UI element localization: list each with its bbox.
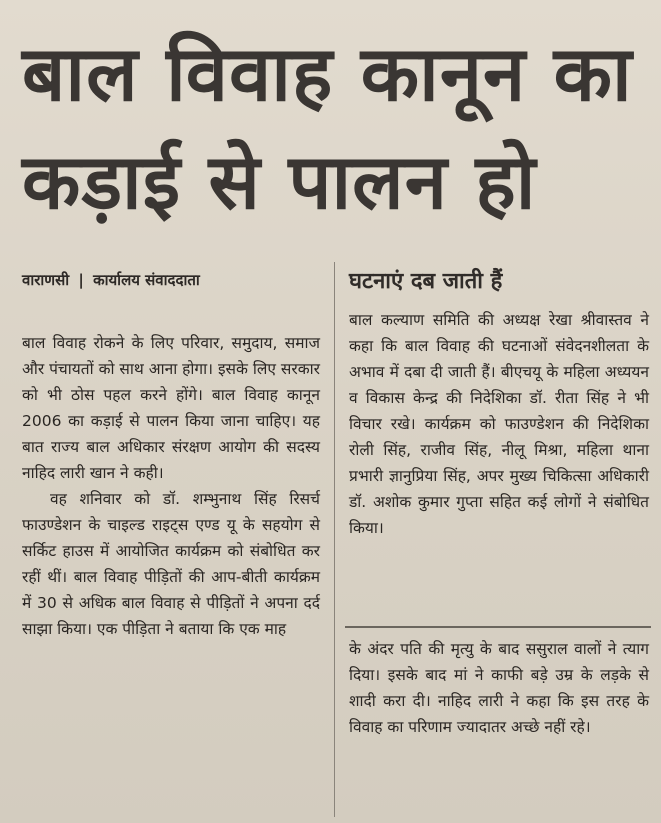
- right-column-top: [349, 307, 649, 541]
- subheading: घटनाएं दब जाती हैं: [349, 269, 503, 294]
- left-column: [22, 330, 320, 642]
- right-paragraph-2: के अंदर पति की मृत्यु के बाद ससुराल वालों ने त्याग दिया। इसके बाद मां ने काफी बड़े उम्र के लड़के से शादी करा दी। नाहिद लारी ने कहा कि इस तरह के विवाह का परिणाम ज्यादातर अच्छे नहीं रहे।: [349, 640, 649, 736]
- headline: [22, 20, 652, 236]
- right-paragraph-1: बाल कल्याण समिति की अध्यक्ष रेखा श्रीवास्तव ने कहा कि बाल विवाह की घटनाओं संवेदनशीलता के अभाव में दबा दी जाती हैं। बीएचयू के महिला अध्ययन व विकास केन्द्र की निदेशिका डॉ. रीता सिंह ने भी विचार रखे। कार्यक्रम को फाउण्डेशन की निदेशिका रोली सिंह, राजीव सिंह, नीलू मिश्रा, महिला थाना प्रभारी ज्ञानुप्रिया सिंह, अपर मुख्य चिकित्सा अधिकारी डॉ. अशोक कुमार गुप्ता सहित कई लोगों ने संबोधित किया।: [349, 311, 649, 537]
- left-paragraph-2: वह शनिवार को डॉ. शम्भुनाथ सिंह रिसर्च फाउण्डेशन के चाइल्ड राइट्स एण्ड यू के सहयोग से सर्किट हाउस में आयोजित कार्यक्रम को संबोधित कर रहीं थीं। बाल विवाह पीड़ितों की आप-बीती कार्यक्रम में 30 से अधिक बाल विवाह से पीड़ितों ने अपना दर्द साझा किया। एक पीड़िता ने बताया कि एक माह: [22, 490, 320, 638]
- dateline: [22, 270, 200, 290]
- dateline-separator: |: [78, 271, 84, 289]
- headline-line-1: बाल विवाह कानून का: [22, 29, 633, 118]
- dateline-place: वाराणसी: [22, 271, 70, 289]
- section-divider: [345, 626, 651, 628]
- dateline-byline: कार्यालय संवाददाता: [93, 271, 200, 289]
- headline-line-2: कड़ाई से पालन हो: [22, 137, 537, 226]
- left-paragraph-1: बाल विवाह रोकने के लिए परिवार, समुदाय, समाज और पंचायतों को साथ आना होगा। इसके लिए सरकार को भी ठोस पहल करने होंगे। बाल विवाह कानून 2006 का कड़ाई से पालन किया जाना चाहिए। यह बात राज्य बाल अधिकार संरक्षण आयोग की सदस्य नाहिद लारी खान ने कही।: [22, 334, 320, 482]
- right-column-bottom: [349, 636, 649, 740]
- column-divider: [334, 262, 335, 817]
